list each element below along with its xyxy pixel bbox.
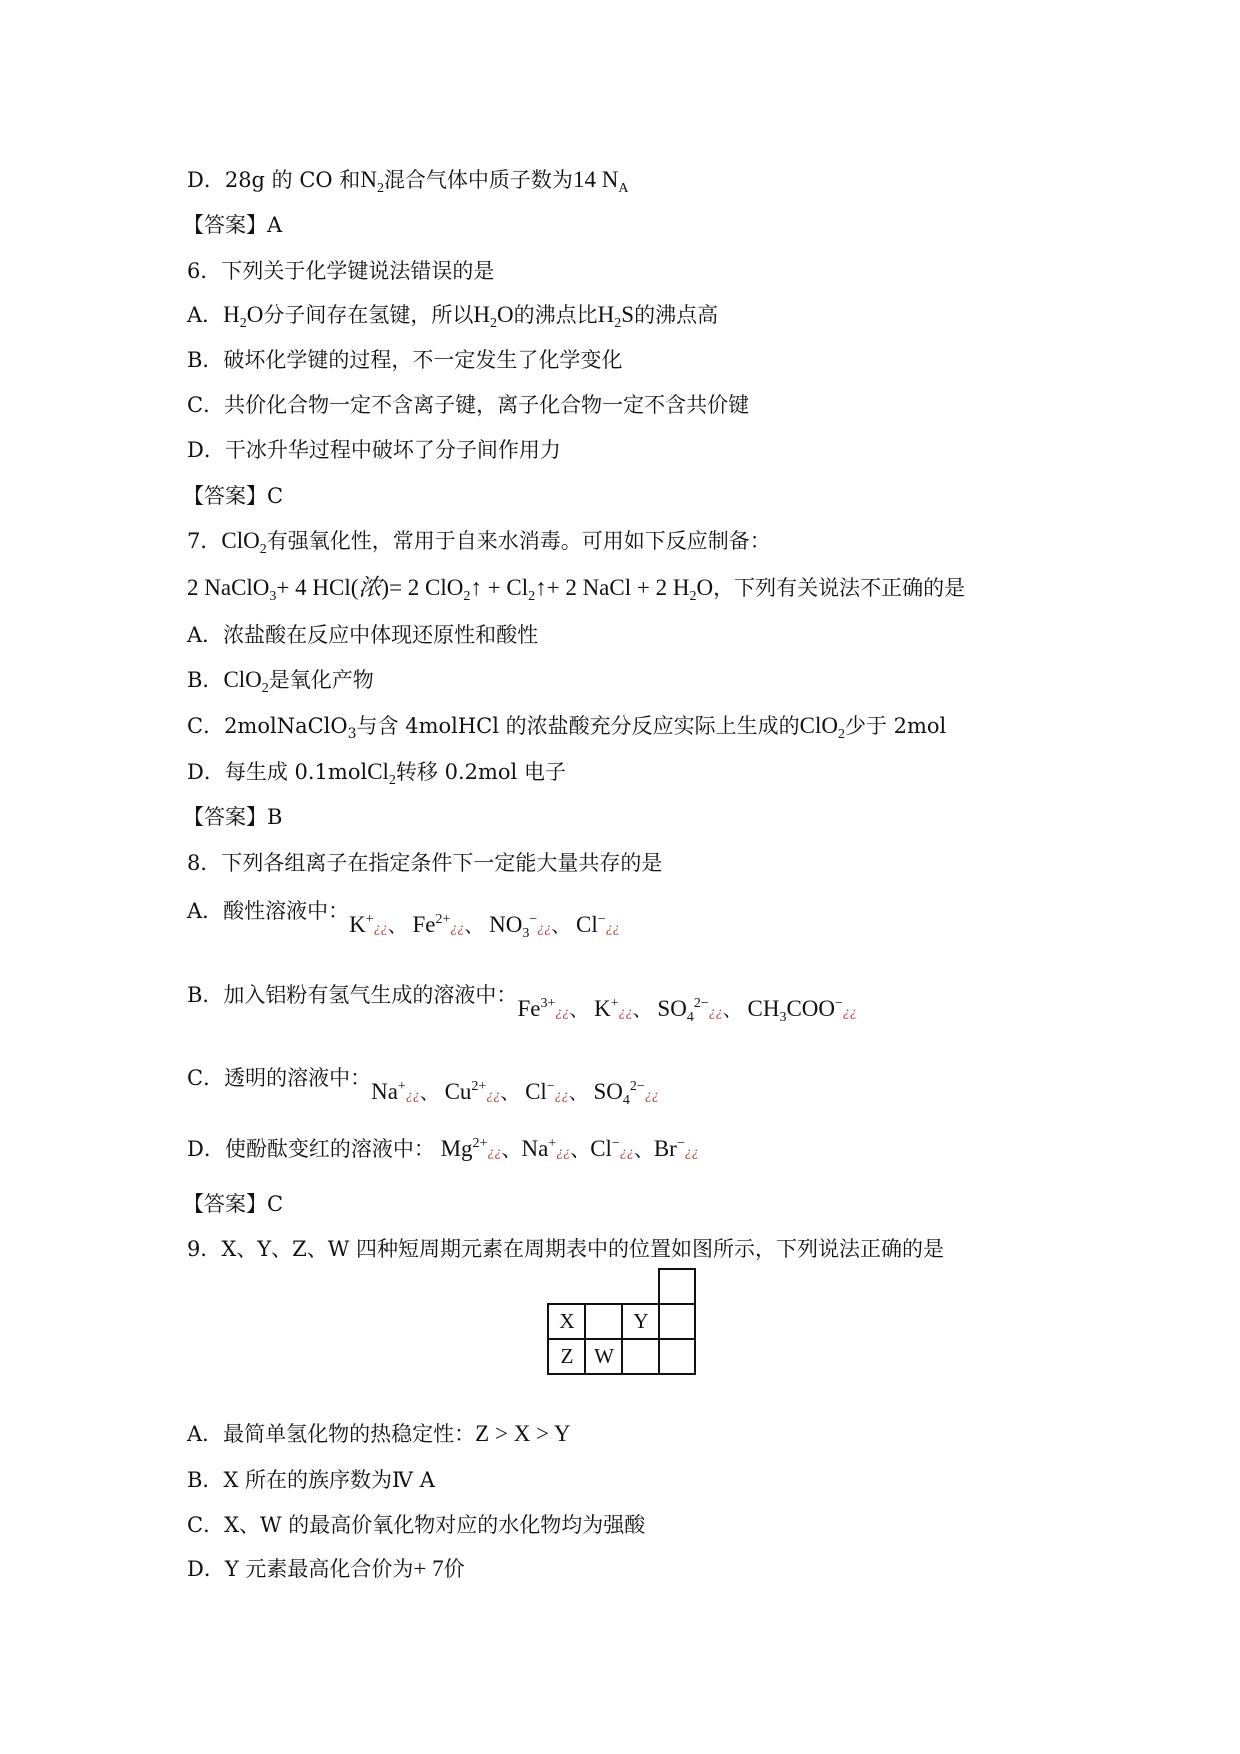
formula-clo2: ClO$_2$ — [221, 528, 267, 557]
formula-h2o: $H_2O$ — [223, 302, 264, 331]
q9-option-d: D．Y 元素最高化合价为+ 7价 — [187, 1556, 465, 1581]
q5-option-d — [187, 166, 628, 194]
q5-option-d-text: D．28g 的 CO 和 — [187, 168, 361, 192]
q9-option-b: B．X 所在的族序数为Ⅳ A — [187, 1468, 435, 1492]
q5-answer: 【答案】A — [183, 213, 283, 237]
stability-order: Z > X > Y — [475, 1421, 571, 1446]
valence-value: + 7 — [413, 1556, 444, 1581]
ion-list: Na+¿¿、 $Cu^{2+}¿¿$、 Cl−¿¿、 $SO_4^{2-}¿¿$ — [371, 1079, 659, 1108]
q9-option-c: C．X、W 的最高价氧化物对应的水化物均为强酸 — [187, 1513, 646, 1537]
q8-option-b: B．加入铝粉有氢气生成的溶液中：$Fe^{3+}¿¿$、 K+¿¿、 $SO_4^{2-}¿¿$、 $CH_3COO^-¿¿$ — [187, 983, 857, 1025]
q6-option-b: B．破坏化学键的过程，不一定发生了化学变化 — [187, 348, 623, 372]
q6-stem: 6．下列关于化学键说法错误的是 — [187, 259, 495, 283]
q7-option-a: A．浓盐酸在反应中体现还原性和酸性 — [187, 623, 539, 647]
q8-option-c: C．透明的溶液中：Na+¿¿、 $Cu^{2+}¿¿$、 Cl−¿¿、 $SO_4^{2-}¿¿$ — [187, 1066, 659, 1108]
q7-option-c: C．2molNaClO$_3$与含 4molHCl 的浓盐酸充分反应实际上生成的ClO$_2$少于 2mol — [187, 713, 947, 742]
element-x-label: X — [559, 1309, 575, 1333]
reaction-equation: 2 NaClO$_3$+ 4 HCl(浓)= 2 ClO$_2$↑ + $Cl_2↑+ 2$ NaCl + 2 $H_2O$ — [187, 575, 714, 604]
periodic-table-diagram — [547, 1268, 697, 1387]
q8-stem: 8．下列各组离子在指定条件下一定能大量共存的是 — [187, 851, 663, 875]
formula-h2o: $H_2O$ — [473, 302, 514, 331]
q6-option-c: C．共价化合物一定不含离子键，离子化合物一定不含共价键 — [187, 393, 750, 417]
ion-list: $Mg^{2+}¿¿$、Na+¿¿、Cl−¿¿、Br−¿¿ — [440, 1136, 699, 1161]
formula-clo2: ClO$_2$ — [799, 713, 845, 742]
q9-stem: 9．X、Y、Z、W 四种短周期元素在周期表中的位置如图所示，下列说法正确的是 — [187, 1237, 945, 1261]
q7-option-d: D．每生成 0.1molCl$_2$转移 0.2mol 电子 — [187, 759, 566, 788]
q7-stem: 7．ClO$_2$有强氧化性，常用于自来水消毒。可用如下反应制备： — [187, 528, 771, 557]
element-y-label: Y — [633, 1309, 649, 1333]
formula-clo2: ClO$_2$ — [223, 667, 269, 696]
ion-list: K+¿¿、 $Fe^{2+}¿¿$、 $NO_3^-¿¿$、 Cl−¿¿ — [349, 912, 620, 941]
element-z-label: Z — [560, 1344, 574, 1368]
element-w-label: W — [594, 1344, 614, 1368]
q6-option-a: A．$H_2O$分子间存在氢键，所以$H_2O$的沸点比$H_2S$的沸点高 — [187, 302, 719, 331]
q5-option-d-mid: 混合气体中质子数为 — [383, 168, 573, 192]
q8-answer: 【答案】C — [183, 1192, 284, 1216]
q7-option-b: B．ClO$_2$是氧化产物 — [187, 667, 374, 696]
q6-option-d: D．干冰升华过程中破坏了分子间作用力 — [187, 438, 561, 462]
q8-option-d: D．使酚酞变红的溶液中： $Mg^{2+}¿¿$、Na+¿¿、Cl−¿¿、Br−¿¿ — [187, 1136, 699, 1161]
q9-option-a: A．最简单氢化物的热稳定性：Z > X > Y — [187, 1421, 571, 1446]
formula-h2s: $H_2S$ — [597, 302, 635, 331]
q7-equation-line: 2 NaClO$_3$+ 4 HCl(浓)= 2 ClO$_2$↑ + $Cl_2↑+ 2$ NaCl + 2 $H_2O$，下列有关说法不正确的是 — [187, 575, 966, 604]
formula-n2: $N_2$ — [360, 167, 384, 196]
formula-14na: 14 $N_A$ — [572, 167, 629, 196]
ion-list: $Fe^{3+}¿¿$、 K+¿¿、 $SO_4^{2-}¿¿$、 $CH_3COO^-¿¿$ — [517, 996, 857, 1025]
q8-option-a: A．酸性溶液中：K+¿¿、 $Fe^{2+}¿¿$、 $NO_3^-¿¿$、 Cl−¿¿ — [187, 899, 620, 941]
q6-answer: 【答案】C — [183, 484, 284, 508]
q7-answer: 【答案】B — [183, 805, 283, 829]
formula-cl2: $Cl_2$ — [367, 759, 396, 788]
